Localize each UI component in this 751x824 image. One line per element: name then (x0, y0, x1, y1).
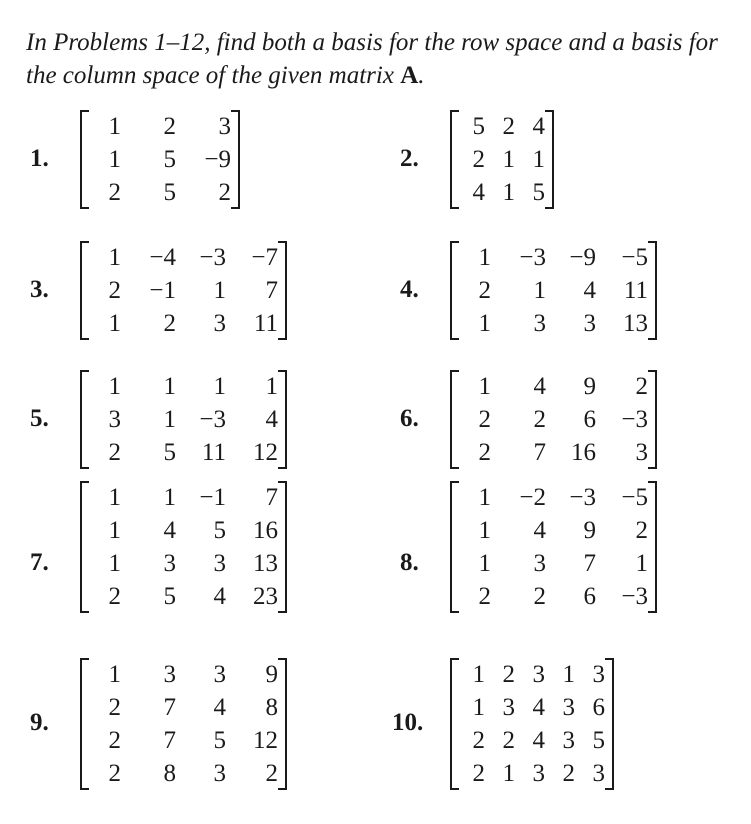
matrix-entry: 2 (478, 439, 491, 466)
matrix-entry: 2 (635, 373, 648, 400)
problem-number: 3. (30, 276, 49, 303)
matrix-entry: 7 (533, 439, 546, 466)
matrix-entry: 3 (562, 694, 575, 721)
matrix-entry: 11 (623, 277, 648, 304)
matrix-entry: 2 (472, 760, 485, 787)
matrix-entry: 4 (533, 373, 546, 400)
matrix-entry: 1 (108, 484, 121, 511)
matrix-entry: 8 (163, 760, 176, 787)
matrix-entry: 2 (163, 310, 176, 337)
instructions-text: In Problems 1–12, find both a basis for the row space and a basis for the column space of the given matrix (26, 29, 718, 89)
matrix-entry: 2 (533, 406, 546, 433)
problem-number: 6. (400, 405, 419, 432)
matrix-entry: 9 (583, 373, 596, 400)
matrix-entry: 3 (213, 550, 226, 577)
matrix-entry: 1 (502, 760, 515, 787)
problem-number: 9. (30, 709, 49, 736)
matrix-entry: 23 (253, 583, 278, 610)
matrix-entry: 1 (163, 484, 176, 511)
matrix-entry: 3 (213, 661, 226, 688)
matrix-entry: 16 (253, 517, 278, 544)
matrix-entry: 3 (163, 661, 176, 688)
matrix-entry: 12 (253, 439, 278, 466)
matrix-entry: 7 (265, 277, 278, 304)
matrix-entry: 1 (108, 113, 121, 140)
matrix-entry: 5 (592, 727, 605, 754)
matrix-entry: 1 (108, 550, 121, 577)
matrix-entry: 13 (623, 310, 648, 337)
matrix-entry: 5 (213, 727, 226, 754)
matrix-entry: 3 (533, 550, 546, 577)
matrix-entry: 1 (478, 373, 491, 400)
matrix-entry: 2 (533, 583, 546, 610)
matrix-entry: −1 (149, 277, 176, 304)
matrix-entry: 2 (472, 146, 485, 173)
matrix-entry: 16 (571, 439, 596, 466)
matrix-entry: 2 (502, 727, 515, 754)
matrix-entry: 2 (478, 277, 491, 304)
matrix-entry: 5 (532, 179, 545, 206)
matrix-entry: 3 (163, 550, 176, 577)
matrix-entry: 2 (108, 694, 121, 721)
matrix-entry: −3 (621, 406, 648, 433)
matrix-entry: 4 (583, 277, 596, 304)
matrix-entry: −1 (199, 484, 226, 511)
matrix-entry: 3 (532, 661, 545, 688)
instructions (26, 26, 741, 92)
matrix-entry: 1 (502, 146, 515, 173)
matrix-entry: 3 (213, 310, 226, 337)
problem-number: 10. (392, 709, 424, 736)
matrix-entry: 1 (108, 244, 121, 271)
problem-number: 4. (400, 276, 419, 303)
matrix-entry: 11 (253, 310, 278, 337)
matrix-entry: 3 (108, 406, 121, 433)
matrix (80, 481, 287, 613)
matrix (450, 110, 554, 209)
matrix-entry: 1 (472, 694, 485, 721)
matrix-entry: 3 (502, 694, 515, 721)
matrix-entry: −5 (621, 484, 648, 511)
matrix-entry: 11 (201, 439, 226, 466)
matrix-entry: 1 (213, 373, 226, 400)
matrix-entry: 3 (533, 310, 546, 337)
matrix-entry: 5 (163, 583, 176, 610)
matrix-entry: 7 (265, 484, 278, 511)
matrix-entry: 6 (583, 406, 596, 433)
matrix-entry: 1 (478, 517, 491, 544)
matrix-entry: 1 (108, 146, 121, 173)
matrix-entry: 2 (218, 179, 231, 206)
matrix-entry: 1 (213, 277, 226, 304)
matrix-entry: 1 (478, 244, 491, 271)
matrix-entry: 13 (253, 550, 278, 577)
matrix-entry: 3 (635, 439, 648, 466)
matrix-entry: 3 (583, 310, 596, 337)
matrix-entry: 3 (562, 727, 575, 754)
matrix-entry: 6 (583, 583, 596, 610)
matrix-entry: 3 (213, 760, 226, 787)
matrix-entry: −9 (204, 146, 231, 173)
matrix-entry: 12 (253, 727, 278, 754)
matrix-entry: 5 (213, 517, 226, 544)
matrix-entry: 2 (108, 727, 121, 754)
matrix (450, 658, 614, 790)
problem-number: 8. (400, 549, 419, 576)
matrix-entry: 6 (592, 694, 605, 721)
matrix-entry: 1 (108, 517, 121, 544)
matrix (450, 370, 657, 469)
matrix-entry: −3 (199, 244, 226, 271)
matrix-entry: 5 (163, 439, 176, 466)
matrix-entry: −9 (569, 244, 596, 271)
matrix-entry: 2 (502, 113, 515, 140)
matrix-entry: 2 (502, 661, 515, 688)
matrix-entry: 4 (213, 694, 226, 721)
matrix-entry: 3 (592, 760, 605, 787)
matrix-entry: 5 (472, 113, 485, 140)
matrix-entry: 5 (163, 146, 176, 173)
matrix-entry: 1 (108, 310, 121, 337)
matrix-entry: 4 (213, 583, 226, 610)
matrix-entry: 7 (583, 550, 596, 577)
instructions-end: . (418, 62, 425, 89)
matrix (450, 241, 657, 340)
matrix-entry: 4 (532, 113, 545, 140)
matrix-entry: −3 (569, 484, 596, 511)
matrix-entry: 1 (635, 550, 648, 577)
matrix (450, 481, 657, 613)
matrix-entry: 4 (163, 517, 176, 544)
matrix-entry: 5 (163, 179, 176, 206)
matrix-entry: 1 (562, 661, 575, 688)
matrix-entry: 2 (108, 277, 121, 304)
matrix-entry: 1 (108, 373, 121, 400)
problem-number: 1. (30, 145, 49, 172)
matrix-entry: 2 (478, 406, 491, 433)
matrix-entry: 2 (478, 583, 491, 610)
matrix-entry: 1 (163, 373, 176, 400)
matrix-entry: 1 (163, 406, 176, 433)
matrix-entry: 2 (562, 760, 575, 787)
matrix-entry: 4 (472, 179, 485, 206)
matrix-entry: 1 (478, 550, 491, 577)
problem-number: 2. (400, 145, 419, 172)
problem-number: 5. (30, 405, 49, 432)
matrix-entry: 2 (108, 760, 121, 787)
matrix-entry: 2 (108, 179, 121, 206)
matrix-entry: −7 (251, 244, 278, 271)
matrix (80, 241, 287, 340)
matrix-entry: 9 (583, 517, 596, 544)
matrix-entry: 2 (265, 760, 278, 787)
matrix-entry: 2 (163, 113, 176, 140)
matrix (80, 110, 240, 209)
matrix-entry: −5 (621, 244, 648, 271)
matrix-entry: −3 (519, 244, 546, 271)
matrix-entry: 2 (108, 439, 121, 466)
matrix-entry: 9 (265, 661, 278, 688)
matrix-entry: −4 (149, 244, 176, 271)
matrix-entry: 4 (533, 517, 546, 544)
matrix (80, 370, 287, 469)
matrix-entry: 7 (163, 694, 176, 721)
matrix-entry: 3 (532, 760, 545, 787)
matrix-entry: 4 (532, 694, 545, 721)
matrix-entry: 7 (163, 727, 176, 754)
problem-number: 7. (30, 549, 49, 576)
matrix-entry: 1 (478, 310, 491, 337)
matrix-entry: 1 (472, 661, 485, 688)
matrix-entry: 2 (635, 517, 648, 544)
matrix-symbol: A (400, 62, 419, 89)
matrix-entry: 8 (265, 694, 278, 721)
matrix-entry: 1 (532, 146, 545, 173)
matrix-entry: 1 (478, 484, 491, 511)
matrix (80, 658, 287, 790)
matrix-entry: 1 (533, 277, 546, 304)
matrix-entry: 4 (265, 406, 278, 433)
matrix-entry: 1 (108, 661, 121, 688)
matrix-entry: −3 (621, 583, 648, 610)
matrix-entry: 3 (592, 661, 605, 688)
matrix-entry: 1 (502, 179, 515, 206)
matrix-entry: 1 (265, 373, 278, 400)
matrix-entry: 2 (108, 583, 121, 610)
matrix-entry: 4 (532, 727, 545, 754)
matrix-entry: −2 (519, 484, 546, 511)
matrix-entry: 3 (218, 113, 231, 140)
matrix-entry: 2 (472, 727, 485, 754)
matrix-entry: −3 (199, 406, 226, 433)
